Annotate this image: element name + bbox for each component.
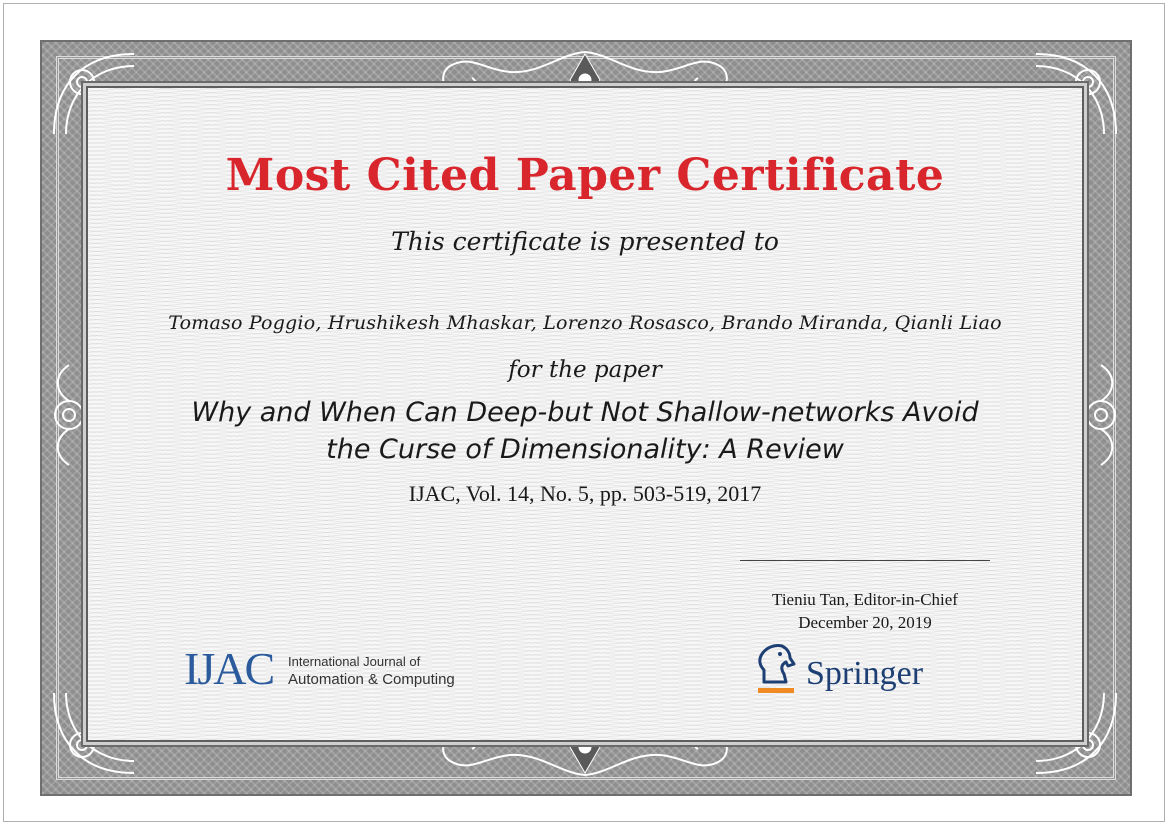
paper-title-line-2: the Curse of Dimensionality: A Review: [326, 434, 844, 465]
springer-wordmark: Springer: [806, 655, 924, 692]
paper-citation: IJAC, Vol. 14, No. 5, pp. 503-519, 2017: [408, 481, 762, 506]
presented-to-line: This certificate is presented to: [391, 227, 779, 256]
springer-logo: [750, 640, 960, 698]
signer-name: Tieniu Tan, Editor-in-Chief: [772, 590, 958, 609]
for-the-paper-line: for the paper: [508, 357, 662, 383]
signature-date: December 20, 2019: [798, 613, 932, 632]
ijac-logo-mark: IJAC: [184, 643, 274, 692]
signature-line: [740, 560, 990, 561]
authors-list: Tomaso Poggio, Hrushikesh Mhaskar, Lorenzo Rosasco, Brando Miranda, Qianli Liao: [168, 312, 1002, 334]
paper-title-line-1: Why and When Can Deep-but Not Shallow-networks Avoid: [191, 397, 979, 428]
ijac-logo: [182, 640, 467, 692]
ijac-name-line-2: Automation & Computing: [288, 671, 455, 688]
springer-knight-icon: [758, 645, 794, 693]
certificate-title: Most Cited Paper Certificate: [225, 150, 945, 201]
ijac-name-line-1: International Journal of: [288, 654, 421, 669]
